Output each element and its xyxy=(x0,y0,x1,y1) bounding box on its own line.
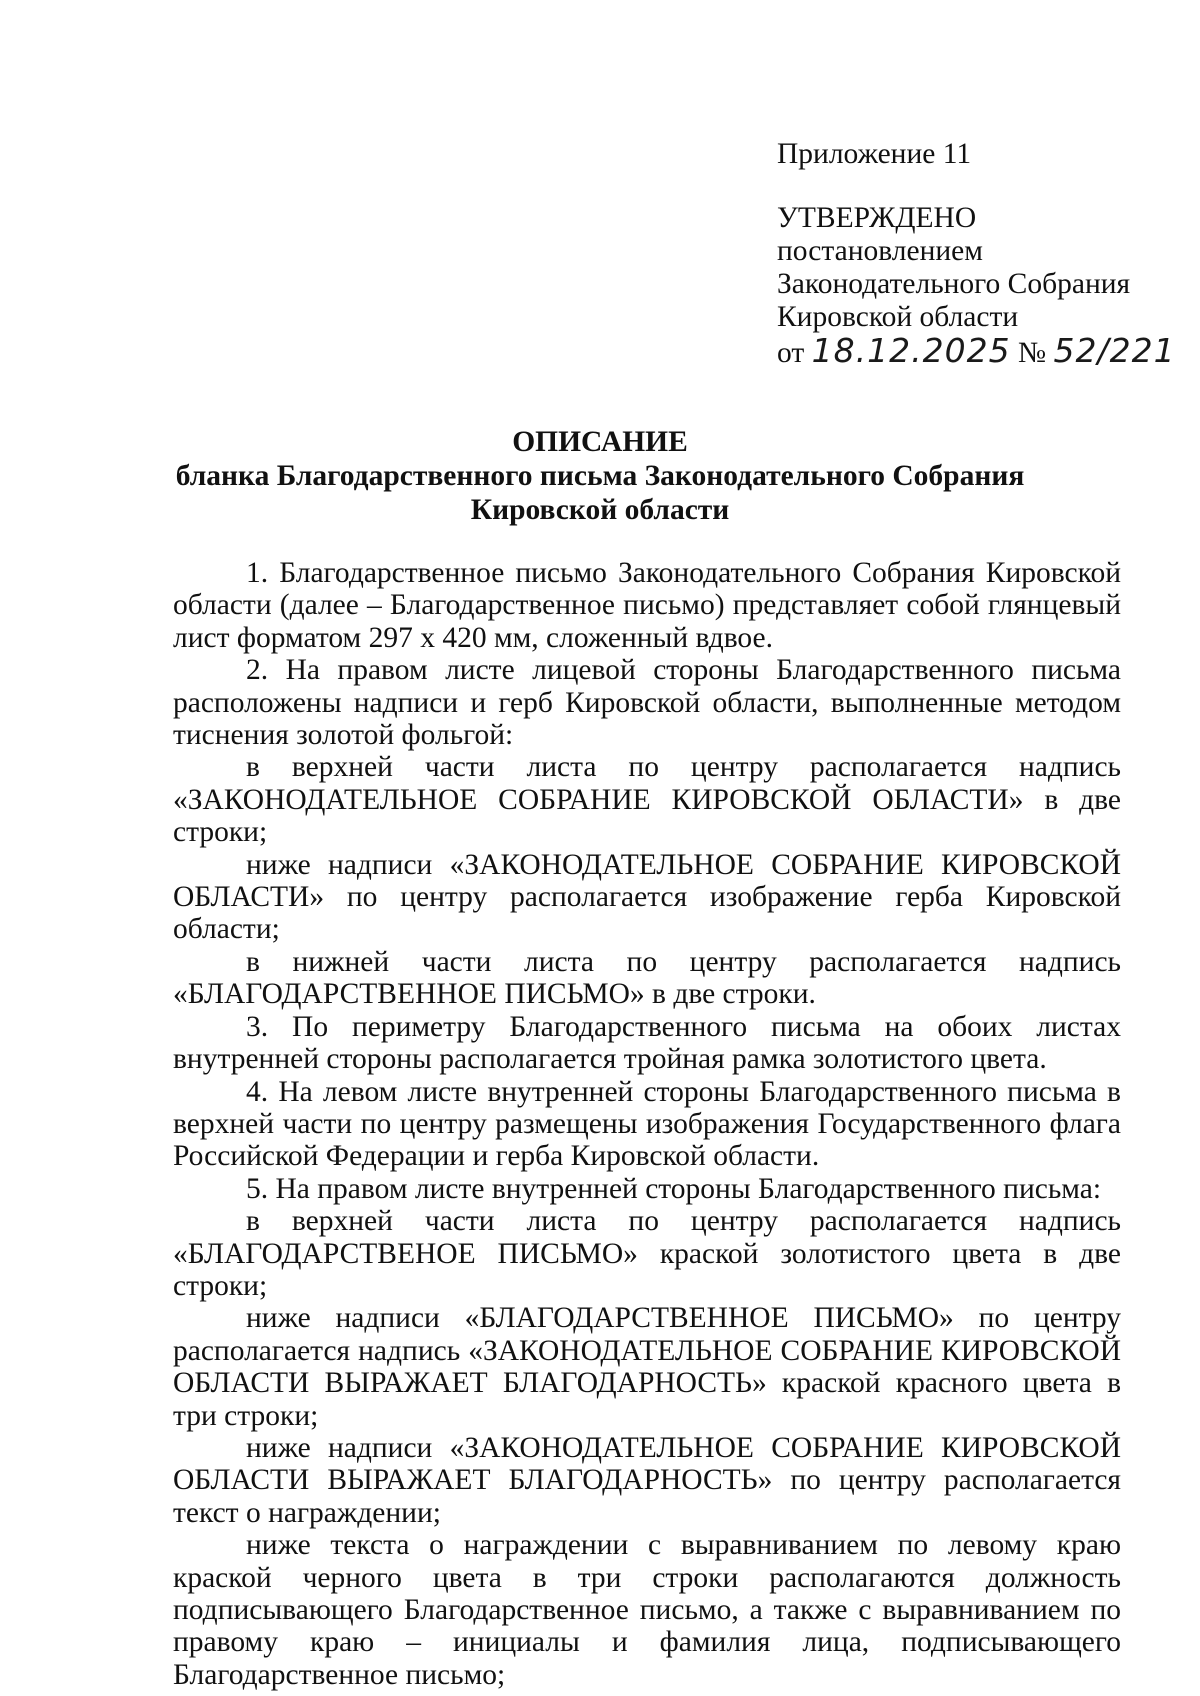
paragraph-5-item-1: в верхней части листа по центру располагается надпись «БЛАГОДАРСТВЕНОЕ ПИСЬМО» краской золотистого цвета в две строки; xyxy=(173,1205,1121,1302)
paragraph-1: 1. Благодарственное письмо Законодательного Собрания Кировской области (далее – Благодарственное письмо) представляет собой глянцевый лист форматом 297 х 420 мм, сложенный вдвое. xyxy=(173,557,1121,654)
appendix-label: Приложение 11 xyxy=(777,138,972,170)
approved-label: УТВЕРЖДЕНО xyxy=(777,202,977,234)
paragraph-2-item-3: в нижней части листа по центру располагается надпись «БЛАГОДАРСТВЕННОЕ ПИСЬМО» в две строки. xyxy=(173,945,1121,1011)
handwritten-number: 52/221 xyxy=(1053,331,1176,370)
approval-line-1: постановлением xyxy=(777,235,983,267)
approval-date-line xyxy=(777,331,1176,370)
document-body xyxy=(173,557,1121,1691)
paragraph-2-item-2: ниже надписи «ЗАКОНОДАТЕЛЬНОЕ СОБРАНИЕ КИРОВСКОЙ ОБЛАСТИ» по центру располагается изображение герба Кировской области; xyxy=(173,848,1121,946)
paragraph-2-item-1: в верхней части листа по центру располагается надпись «ЗАКОНОДАТЕЛЬНОЕ СОБРАНИЕ КИРОВСКОЙ ОБЛАСТИ» в две строки; xyxy=(173,751,1121,849)
handwritten-date: 18.12.2025 xyxy=(811,331,1011,370)
paragraph-5-item-3: ниже надписи «ЗАКОНОДАТЕЛЬНОЕ СОБРАНИЕ КИРОВСКОЙ ОБЛАСТИ ВЫРАЖАЕТ БЛАГОДАРНОСТЬ» по центру располагается текст о награждении; xyxy=(173,1431,1121,1529)
approval-line-2: Законодательного Собрания xyxy=(777,268,1131,300)
approval-line-3: Кировской области xyxy=(777,301,1019,333)
document-title: ОПИСАНИЕ xyxy=(512,426,688,458)
from-label: от xyxy=(777,337,805,369)
paragraph-5-item-2: ниже надписи «БЛАГОДАРСТВЕННОЕ ПИСЬМО» по центру располагается надпись «ЗАКОНОДАТЕЛЬНОЕ СОБРАНИЕ КИРОВСКОЙ ОБЛАСТИ ВЫРАЖАЕТ БЛАГОДАРНОСТЬ» краской красного цвета в три строки; xyxy=(173,1302,1121,1432)
paragraph-5: 5. На правом листе внутренней стороны Благодарственного письма: xyxy=(246,1172,1102,1205)
number-label: № xyxy=(1017,337,1047,369)
document-subtitle-line-1: бланка Благодарственного письма Законодательного Собрания xyxy=(175,460,1025,492)
paragraph-2: 2. На правом листе лицевой стороны Благодарственного письма расположены надписи и герб Кировской области, выполненные методом тиснения золотой фольгой: xyxy=(173,654,1121,752)
paragraph-5-item-4: ниже текста о награждении с выравниванием по левому краю краской черного цвета в три строки располагаются должность подписывающего Благодарственное письмо, а также с выравниванием по правому краю – инициалы и фамилия лица, подписывающего Благодарственное письмо; xyxy=(173,1529,1121,1691)
document-subtitle-line-2: Кировской области xyxy=(470,494,730,526)
paragraph-3: 3. По периметру Благодарственного письма на обоих листах внутренней стороны располагается тройная рамка золотистого цвета. xyxy=(173,1010,1121,1076)
paragraph-4: 4. На левом листе внутренней стороны Благодарственного письма в верхней части по центру размещены изображения Государственного флага Российской Федерации и герба Кировской области. xyxy=(173,1075,1121,1173)
